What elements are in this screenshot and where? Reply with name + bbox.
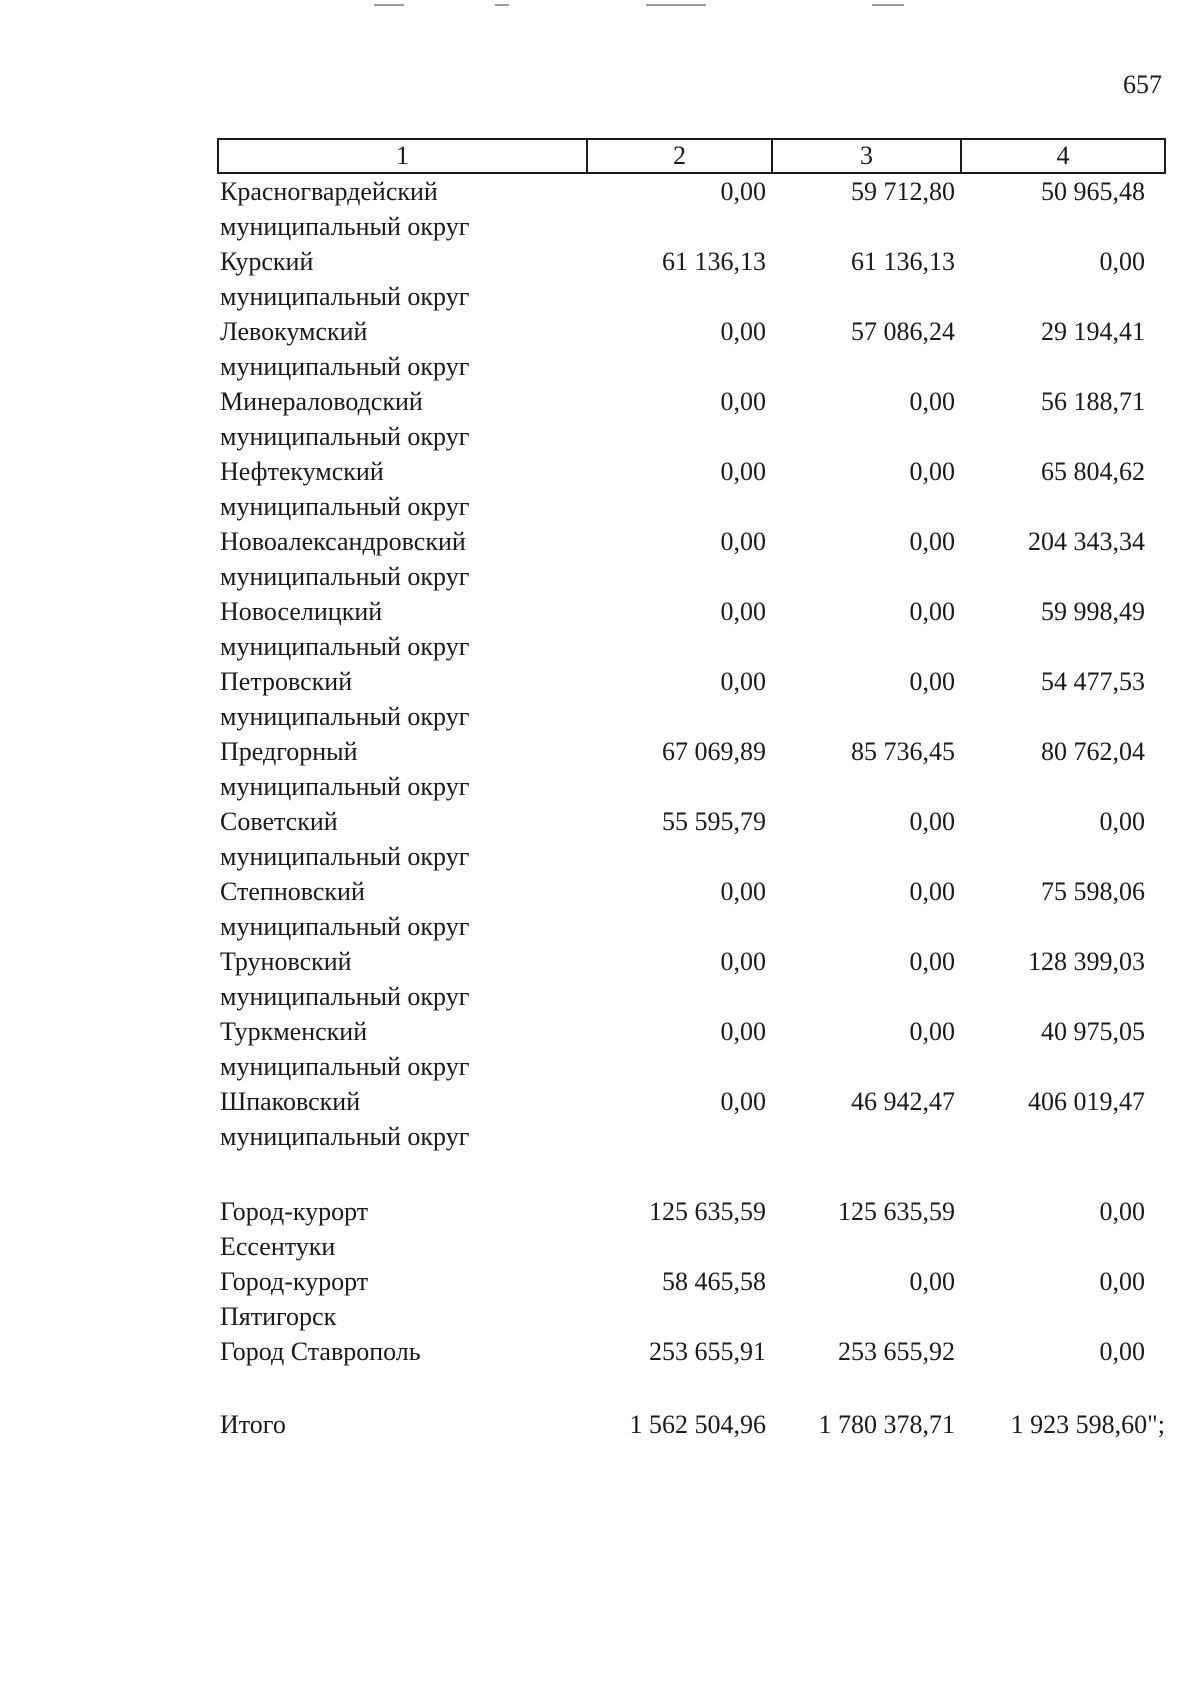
row-value-col-3: 0,00 (909, 597, 955, 626)
row-value-col-4: 0,00 (1099, 1197, 1145, 1226)
table-row (218, 524, 1165, 594)
row-value-col-4: 0,00 (1099, 1337, 1145, 1366)
table-header (218, 139, 1165, 173)
table-row (218, 244, 1165, 314)
row-value-col-4: 56 188,71 (1041, 387, 1145, 416)
row-value-col-4: 65 804,62 (1041, 457, 1145, 486)
row-value-col-3: 0,00 (909, 877, 955, 906)
row-value-col-2: 0,00 (720, 317, 766, 346)
row-value-col-2: 0,00 (720, 947, 766, 976)
row-value-col-3: 0,00 (909, 947, 955, 976)
header-col-1: 1 (218, 139, 587, 173)
row-value-col-4: 128 399,03 (1028, 947, 1145, 976)
row-name-line-2: муниципальный округ (220, 492, 470, 521)
row-name (218, 734, 587, 804)
header-row (218, 139, 1165, 173)
row-value-col-3: 253 655,92 (838, 1337, 955, 1366)
table-body (218, 173, 1165, 1442)
row-value-col-3: 0,00 (909, 807, 955, 836)
row-name-line-2: муниципальный округ (220, 632, 470, 661)
row-value-col-2: 61 136,13 (662, 247, 766, 276)
total-value-col-4: 1 923 598,60"; (1010, 1410, 1165, 1439)
row-value-col-3: 85 736,45 (851, 737, 955, 766)
row-name-line-1: Предгорный (220, 737, 358, 766)
row-value-col-2: 0,00 (720, 597, 766, 626)
total-value-col-3: 1 780 378,71 (818, 1410, 955, 1439)
row-value-col-4: 0,00 (1099, 807, 1145, 836)
row-name-line-1: Шпаковский (220, 1087, 361, 1116)
row-value-col-4: 80 762,04 (1041, 737, 1145, 766)
row-name-line-1: Советский (220, 807, 338, 836)
row-name (218, 594, 587, 664)
row-value-col-3: 57 086,24 (851, 317, 955, 346)
row-value-col-4: 406 019,47 (1028, 1087, 1145, 1116)
row-value-col-2: 0,00 (720, 877, 766, 906)
row-value-col-2: 0,00 (720, 527, 766, 556)
table-row (218, 173, 1165, 244)
row-value-col-4: 0,00 (1099, 1267, 1145, 1296)
table-row (218, 1264, 1165, 1334)
table-row (218, 454, 1165, 524)
header-col-2: 2 (587, 139, 772, 173)
row-name (218, 524, 587, 594)
row-name-line-1: Нефтекумский (220, 457, 384, 486)
row-value-col-2: 0,00 (720, 457, 766, 486)
header-col-4: 4 (961, 139, 1165, 173)
table-row (218, 594, 1165, 664)
row-name-line-2: муниципальный округ (220, 422, 470, 451)
row-value-col-3: 0,00 (909, 1017, 955, 1046)
row-value-col-2: 58 465,58 (662, 1267, 766, 1296)
row-name (218, 1334, 587, 1369)
row-value-col-3: 0,00 (909, 667, 955, 696)
row-value-col-2: 253 655,91 (649, 1337, 766, 1366)
row-name (218, 874, 587, 944)
row-value-col-2: 0,00 (720, 667, 766, 696)
row-name-line-1: Труновский (220, 947, 352, 976)
row-name-line-2: муниципальный округ (220, 982, 470, 1011)
row-value-col-3: 0,00 (909, 457, 955, 486)
row-name-line-1: Туркменский (220, 1017, 368, 1046)
row-value-col-3: 46 942,47 (851, 1087, 955, 1116)
row-name-line-1: Новоселицкий (220, 597, 383, 626)
total-value-col-2: 1 562 504,96 (629, 1410, 766, 1439)
row-name-line-2: муниципальный округ (220, 702, 470, 731)
row-name-line-2: муниципальный округ (220, 1052, 470, 1081)
row-name (218, 173, 587, 244)
row-name-line-1: Новоалександровский (220, 527, 466, 556)
table-row (218, 1334, 1165, 1369)
row-name-line-1: Красногвардейский (220, 177, 438, 206)
row-value-col-4: 204 343,34 (1028, 527, 1145, 556)
row-name-line-1: Степновский (220, 877, 365, 906)
table-row (218, 1014, 1165, 1084)
table-row (218, 874, 1165, 944)
row-name-line-2: муниципальный округ (220, 772, 470, 801)
row-value-col-2: 55 595,79 (662, 807, 766, 836)
page-number: 657 (1123, 70, 1162, 99)
header-col-3: 3 (772, 139, 961, 173)
row-name-line-2: Ессентуки (220, 1232, 336, 1261)
row-value-col-3: 125 635,59 (838, 1197, 955, 1226)
row-value-col-4: 50 965,48 (1041, 177, 1145, 206)
row-name (218, 244, 587, 314)
row-value-col-3: 61 136,13 (851, 247, 955, 276)
total-row (218, 1407, 1165, 1442)
spacer-row (218, 1154, 1165, 1194)
row-name-line-2: муниципальный округ (220, 912, 470, 941)
row-name-line-2: муниципальный округ (220, 212, 470, 241)
row-name (218, 1084, 587, 1154)
table-row (218, 734, 1165, 804)
row-name-line-1: Петровский (220, 667, 353, 696)
row-name (218, 1194, 587, 1264)
row-name (218, 314, 587, 384)
row-name (218, 804, 587, 874)
row-value-col-3: 0,00 (909, 527, 955, 556)
row-name-line-2: муниципальный округ (220, 562, 470, 591)
row-name-line-2: муниципальный округ (220, 352, 470, 381)
row-name (218, 1264, 587, 1334)
row-name (218, 944, 587, 1014)
row-value-col-2: 67 069,89 (662, 737, 766, 766)
table-row (218, 1084, 1165, 1154)
table-row (218, 314, 1165, 384)
row-value-col-4: 54 477,53 (1041, 667, 1145, 696)
row-name-line-1: Левокумский (220, 317, 368, 346)
row-value-col-2: 125 635,59 (649, 1197, 766, 1226)
row-value-col-2: 0,00 (720, 387, 766, 416)
row-value-col-4: 29 194,41 (1041, 317, 1145, 346)
row-name (218, 1014, 587, 1084)
table-row (218, 1194, 1165, 1264)
row-name-line-1: Курский (220, 247, 314, 276)
row-value-col-4: 75 598,06 (1041, 877, 1145, 906)
row-value-col-3: 0,00 (909, 387, 955, 416)
table-row (218, 804, 1165, 874)
row-name-line-2: Пятигорск (220, 1302, 337, 1331)
row-name-line-1: Город-курорт (220, 1197, 369, 1226)
table-row (218, 944, 1165, 1014)
row-value-col-2: 0,00 (720, 1017, 766, 1046)
spacer-row (218, 1369, 1165, 1407)
table-row (218, 664, 1165, 734)
row-value-col-4: 0,00 (1099, 247, 1145, 276)
row-name-line-1: Город-курорт (220, 1267, 369, 1296)
row-value-col-2: 0,00 (720, 1087, 766, 1116)
row-name-line-2: муниципальный округ (220, 842, 470, 871)
row-name-line-1: Минераловодский (220, 387, 423, 416)
row-name-line-1: Город Ставрополь (220, 1337, 421, 1366)
row-value-col-3: 0,00 (909, 1267, 955, 1296)
row-value-col-4: 59 998,49 (1041, 597, 1145, 626)
total-label: Итого (220, 1410, 286, 1439)
row-name (218, 454, 587, 524)
row-value-col-3: 59 712,80 (851, 177, 955, 206)
row-value-col-2: 0,00 (720, 177, 766, 206)
table-row (218, 384, 1165, 454)
row-name (218, 384, 587, 454)
row-name (218, 664, 587, 734)
row-name-line-2: муниципальный округ (220, 1122, 470, 1151)
row-name-line-2: муниципальный округ (220, 282, 470, 311)
budget-allocation-table (217, 138, 1166, 1442)
scan-artifact-marks (0, 0, 1200, 14)
row-value-col-4: 40 975,05 (1041, 1017, 1145, 1046)
